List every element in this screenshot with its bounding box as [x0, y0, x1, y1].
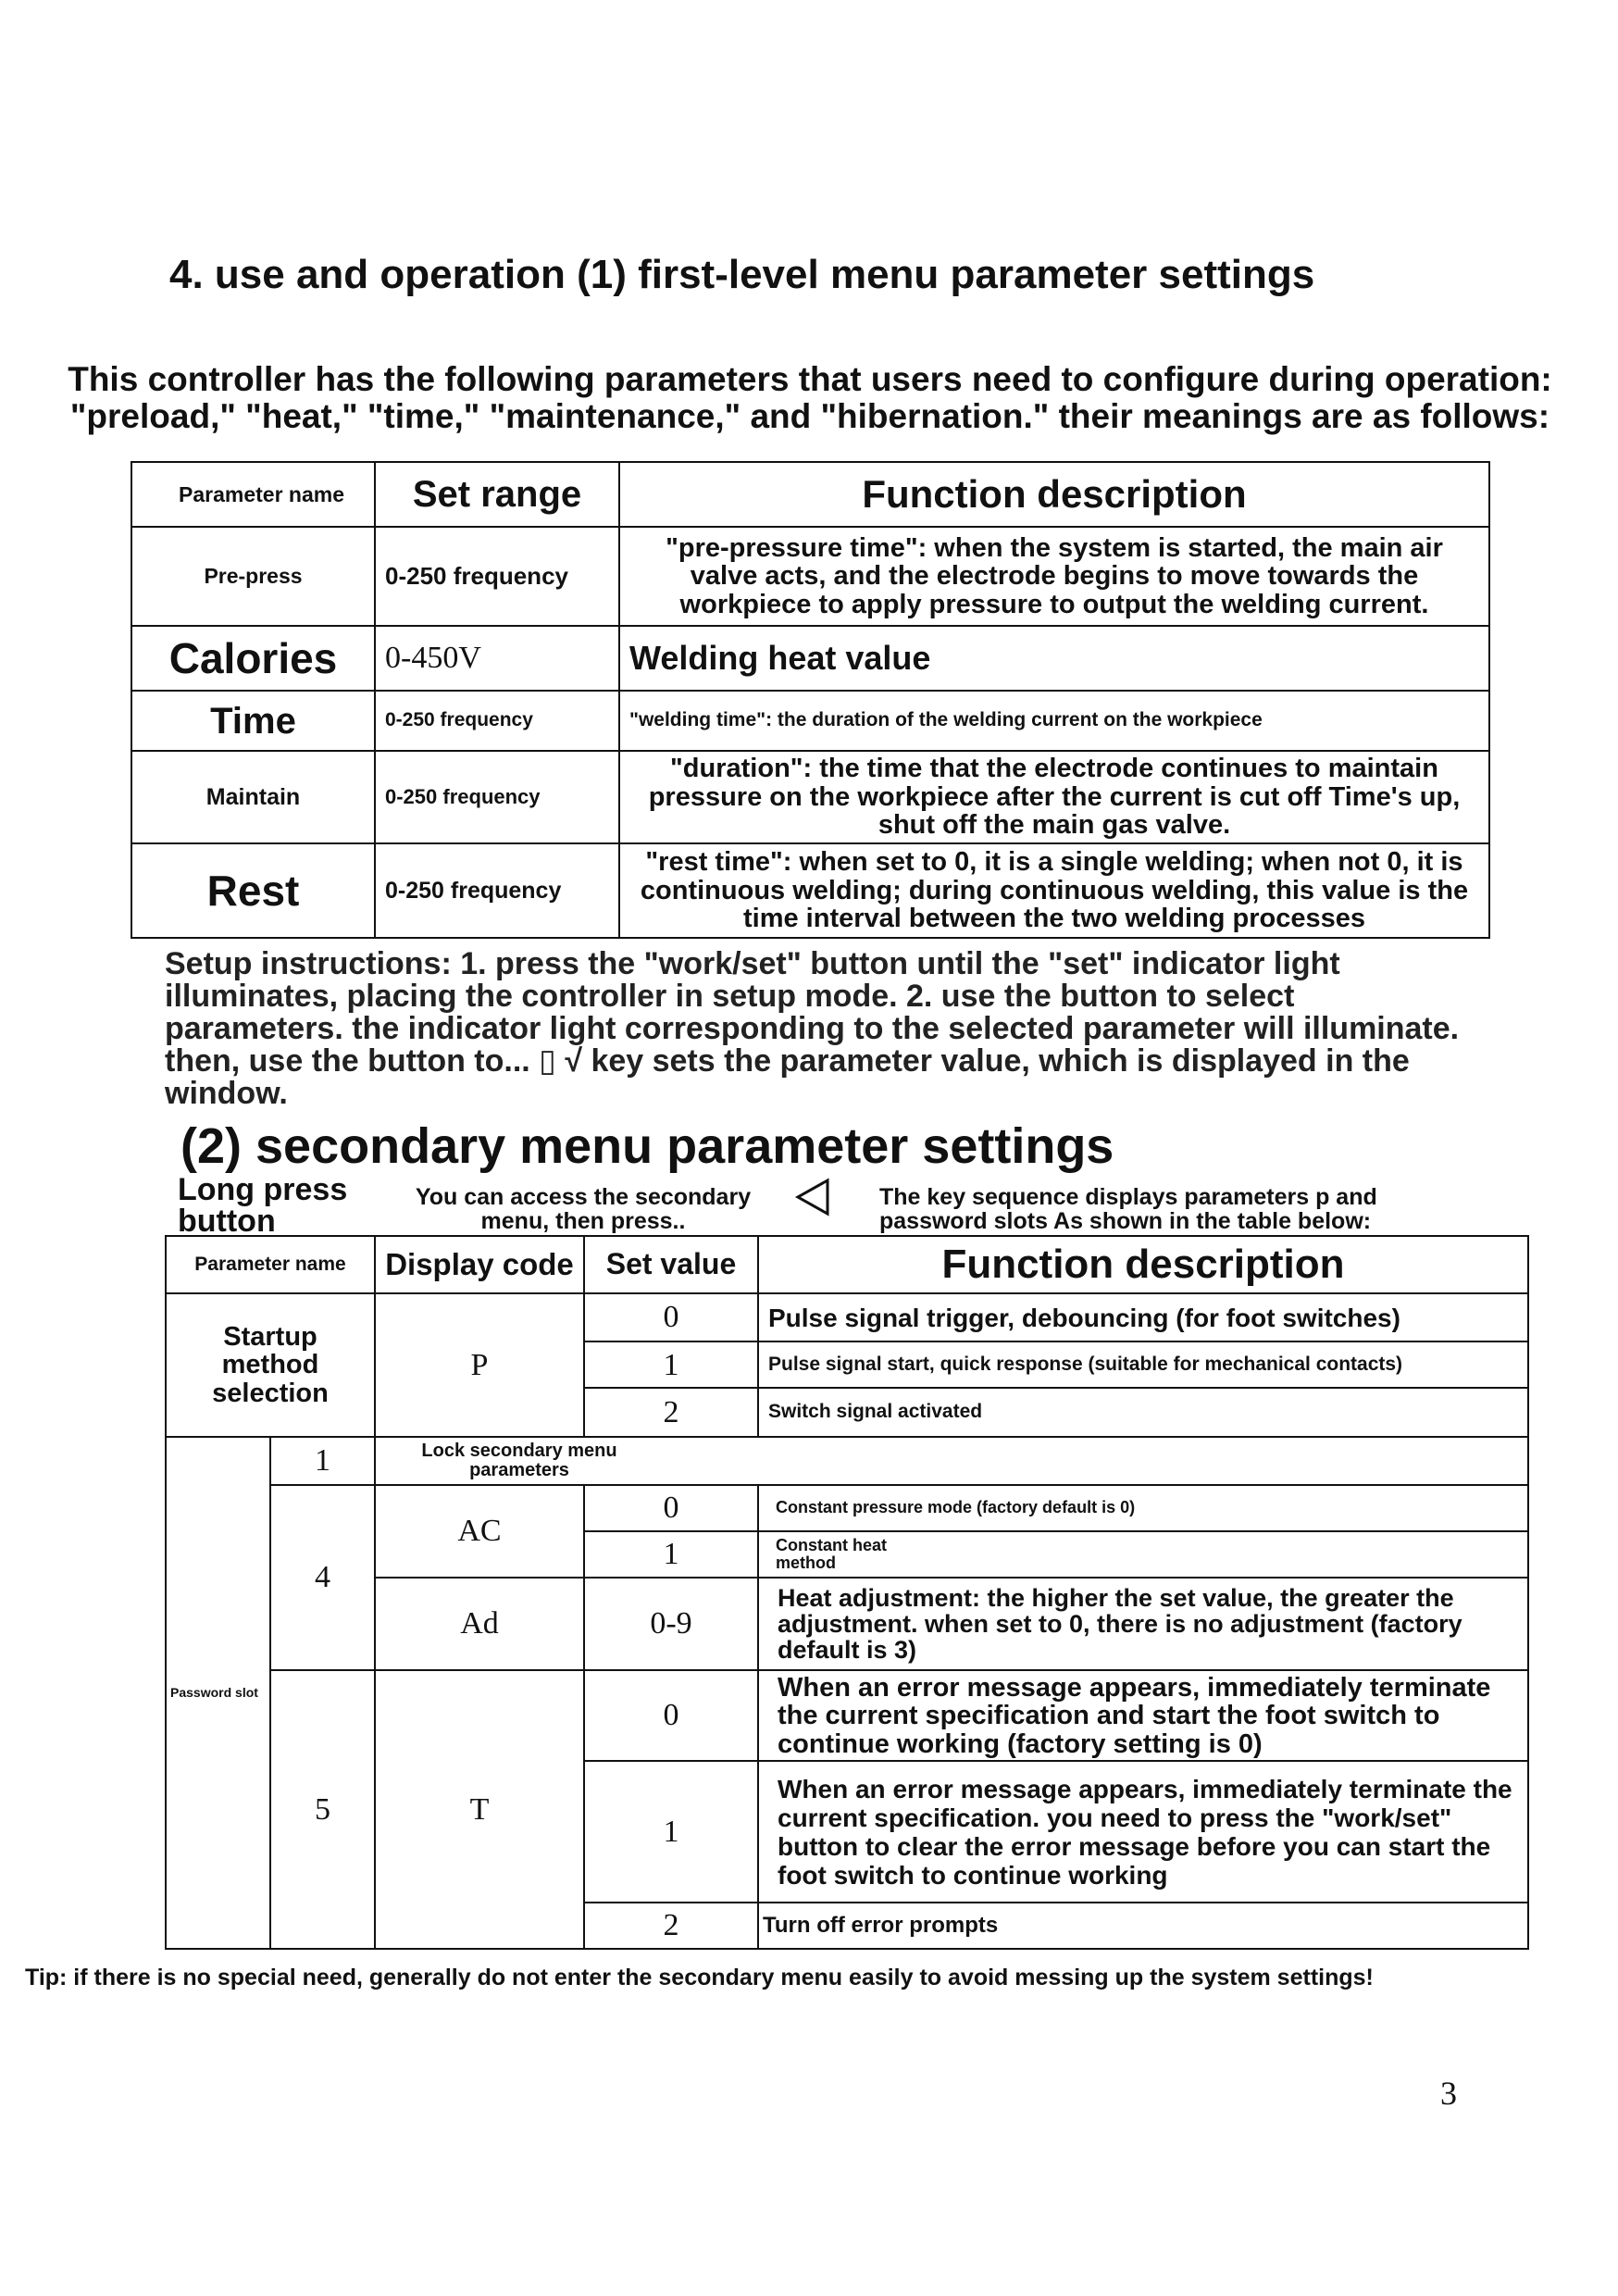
desc-time: "welding time": the duration of the welding current on the workpiece	[619, 691, 1489, 751]
header-parameter-name: Parameter name	[131, 462, 375, 527]
table-row	[131, 843, 1489, 938]
set-value: 2	[584, 1388, 758, 1436]
ad-code: Ad	[375, 1578, 584, 1670]
key-sequence-note: The key sequence displays parameters p and password slots As shown in the table below:	[879, 1184, 1377, 1234]
desc-prepress: "pre-pressure time": when the system is started, the main air valve acts, and the electrode begins to move towards the workpiece to apply pressure to output the welding current.	[619, 527, 1489, 626]
range-time: 0-250 frequency	[375, 691, 619, 751]
table-row	[166, 1437, 1528, 1485]
header-function-description: Function description	[758, 1236, 1528, 1293]
set-value: 2	[584, 1903, 758, 1949]
t-code: T	[375, 1670, 584, 1949]
header-set-value: Set value	[584, 1236, 758, 1293]
secondary-parameter-table	[165, 1235, 1529, 1950]
table-row	[131, 691, 1489, 751]
access-note: You can access the secondary menu, then press..	[415, 1184, 752, 1234]
page-number: 3	[1440, 2075, 1457, 2112]
secondary-menu-title: (2) secondary menu parameter settings	[180, 1118, 1114, 1174]
function-desc: When an error message appears, immediately terminate the current specification. you need to press the "work/set" button to clear the error message before you can start the foot switch to continue working	[758, 1761, 1528, 1902]
slot-number: 5	[270, 1670, 375, 1949]
set-value: 0	[584, 1485, 758, 1531]
param-name-maintain: Maintain	[131, 751, 375, 843]
first-level-parameter-table	[131, 461, 1490, 939]
table-row	[131, 527, 1489, 626]
function-desc: Switch signal activated	[758, 1388, 1528, 1436]
range-rest: 0-250 frequency	[375, 843, 619, 938]
slot-number: 4	[270, 1485, 375, 1671]
table-header-row	[131, 462, 1489, 527]
intro-line-1: This controller has the following parameters that users need to configure during operation:	[68, 360, 1552, 398]
set-value: 0-9	[584, 1578, 758, 1670]
desc-calories: Welding heat value	[619, 626, 1489, 691]
header-display-code: Display code	[375, 1236, 584, 1293]
set-value: 0	[584, 1293, 758, 1341]
function-desc: Heat adjustment: the higher the set value, the greater the adjustment. when set to 0, there is no adjustment (factory default is 3)	[758, 1578, 1528, 1670]
password-slot-label: Password slot	[166, 1437, 270, 1949]
ac-code: AC	[375, 1485, 584, 1578]
range-prepress: 0-250 frequency	[375, 527, 619, 626]
param-name-rest: Rest	[131, 843, 375, 938]
long-press-text: Long press button	[178, 1172, 348, 1239]
range-maintain: 0-250 frequency	[375, 751, 619, 843]
setup-instructions: Setup instructions: 1. press the "work/set" button until the "set" indicator light illuminates, placing the controller in setup mode. 2. use the button to select parameters. the indicator light corresponding to the selected parameter will illuminate. then, use the button to... ▯ √ key sets the parameter value, which is displayed in the window.	[165, 946, 1460, 1111]
table-row	[166, 1293, 1528, 1341]
function-desc: Pulse signal trigger, debouncing (for foot switches)	[758, 1293, 1528, 1341]
set-value: 1	[584, 1761, 758, 1902]
function-desc: Constant pressure mode (factory default is 0)	[758, 1485, 1528, 1531]
section-title: 4. use and operation (1) first-level menu parameter settings	[169, 252, 1315, 297]
set-value: 0	[584, 1670, 758, 1761]
function-desc: Turn off error prompts	[758, 1903, 1528, 1949]
intro-paragraph	[37, 361, 1583, 435]
header-function-description: Function description	[619, 462, 1489, 527]
tip-note: Tip: if there is no special need, generally do not enter the secondary menu easily to avoid messing up the system settings!	[25, 1965, 1374, 1990]
param-name-prepress: Pre-press	[131, 527, 375, 626]
header-parameter-name: Parameter name	[166, 1236, 375, 1293]
function-desc	[758, 1531, 1528, 1578]
desc-rest: "rest time": when set to 0, it is a single welding; when not 0, it is continuous welding; during continuous welding, this value is the time interval between the two welding processes	[619, 843, 1489, 938]
function-desc: Pulse signal start, quick response (suitable for mechanical contacts)	[758, 1341, 1528, 1388]
lock-desc: Lock secondary menu parameters	[421, 1440, 617, 1480]
left-triangle-icon	[794, 1178, 831, 1221]
constant-heat-text: Constant heat method	[776, 1535, 888, 1572]
set-value: 1	[584, 1531, 758, 1578]
table-header-row	[166, 1236, 1528, 1293]
lock-secondary-menu	[375, 1437, 1528, 1485]
header-set-range: Set range	[375, 462, 619, 527]
startup-method-name: Startup method selection	[166, 1293, 375, 1436]
function-desc: When an error message appears, immediately terminate the current specification and start the foot switch to continue working (factory setting is 0)	[758, 1670, 1528, 1761]
table-row	[166, 1670, 1528, 1761]
intro-line-2: "preload," "heat," "time," "maintenance," and "hibernation." their meanings are as follows:	[69, 397, 1550, 435]
table-row	[131, 751, 1489, 843]
param-name-calories: Calories	[131, 626, 375, 691]
table-row	[131, 626, 1489, 691]
desc-maintain: "duration": the time that the electrode continues to maintain pressure on the workpiece after the current is cut off Time's up, shut off the main gas valve.	[619, 751, 1489, 843]
startup-code: P	[375, 1293, 584, 1436]
slot-number: 1	[270, 1437, 375, 1485]
table-row	[166, 1485, 1528, 1531]
range-calories: 0-450V	[375, 626, 619, 691]
set-value: 1	[584, 1341, 758, 1388]
long-press-label	[178, 1174, 363, 1237]
param-name-time: Time	[131, 691, 375, 751]
